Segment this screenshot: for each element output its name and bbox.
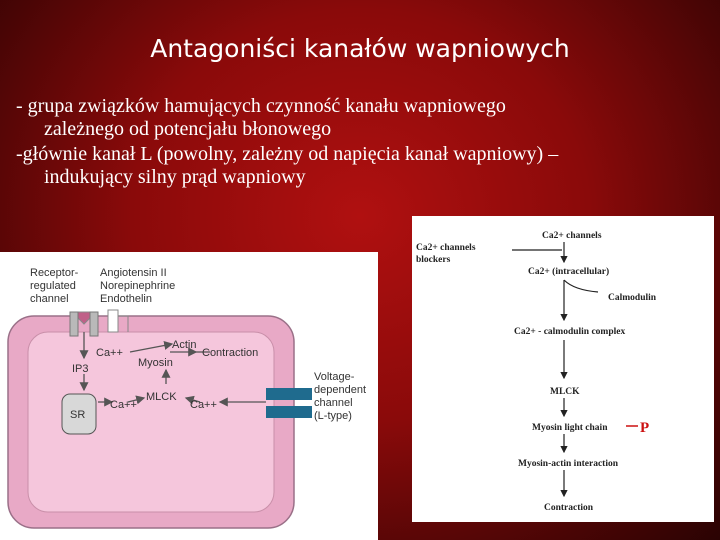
l-type-channel-upper [266,388,312,400]
calmodulin-label: Calmodulin [608,293,657,303]
bullet-line-continued: zależnego od potencjału błonowego [44,118,332,140]
blockers-label-2: blockers [416,255,451,265]
ca-bottom-right-label: Ca++ [190,399,217,411]
cell-diagram-svg [0,252,378,540]
bullet-line: -głównie kanał L (powolny, zależny od napięcia kanał wapniowy) – [16,143,559,165]
slide-title: Antagoniści kanałów wapniowych [150,34,570,63]
mlck-label: MLCK [146,391,177,403]
flowchart-svg [412,216,714,522]
sr-label: SR [70,409,86,421]
actin-label: Actin [172,339,197,351]
agonist-label-3: Endothelin [100,293,152,305]
voltage-label-2: dependent [314,384,366,396]
voltage-label-4: (L-type) [314,410,352,422]
ip3-label: IP3 [72,363,89,375]
l-type-channel-lower [266,406,312,418]
receptor-label-2: regulated [30,280,76,292]
step-ca-channels: Ca2+ channels [542,231,602,241]
phosphate-label: P [640,420,650,436]
receptor-label-1: Receptor- [30,267,79,279]
agonist-receptor [108,310,118,332]
step-mlck: MLCK [550,387,580,397]
receptor-channel-right [90,312,98,336]
step-ca-calmodulin-complex: Ca2+ - calmodulin complex [514,327,626,337]
bullet-item [16,95,706,141]
ca-bottom-left-label: Ca++ [110,399,137,411]
bullet-list [16,95,706,191]
bullet-line: - grupa związków hamujących czynność kanału wapniowego [16,95,506,117]
agonist-label-1: Angiotensin II [100,267,167,279]
step-contraction: Contraction [544,503,594,513]
contraction-label: Contraction [202,347,259,359]
ca-top-label: Ca++ [96,347,123,359]
voltage-label-1: Voltage- [314,371,355,383]
receptor-label-3: channel [30,293,69,305]
voltage-label-3: channel [314,397,353,409]
agonist-label-2: Norepinephrine [100,280,176,292]
receptor-channel-left [70,312,78,336]
step-ca-intracellular: Ca2+ (intracellular) [528,267,610,277]
myosin-label: Myosin [138,357,173,369]
blockers-label-1: Ca2+ channels [416,243,476,253]
calcium-pathway-flowchart [412,216,714,522]
step-myosin-actin: Myosin-actin interaction [518,459,619,469]
step-myosin-light-chain: Myosin light chain [532,423,608,433]
bullet-item [16,143,706,189]
smooth-muscle-cell-diagram [0,252,378,540]
bullet-line-continued: indukujący silny prąd wapniowy [44,166,306,188]
calmodulin-curve [564,280,598,292]
